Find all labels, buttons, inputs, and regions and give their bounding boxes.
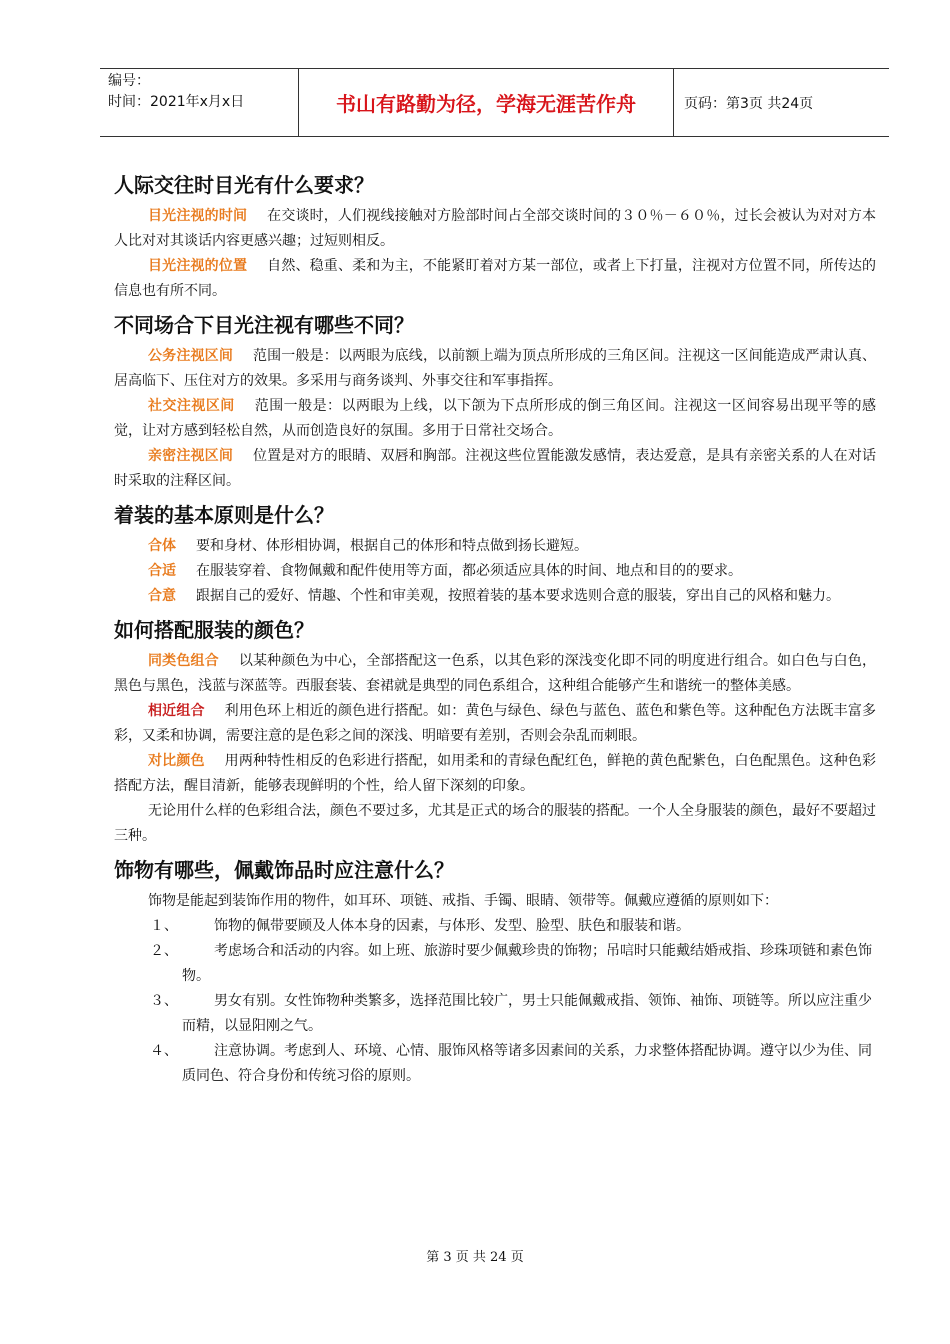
section-heading: 人际交往时目光有什么要求？	[114, 173, 374, 197]
paragraph	[114, 204, 876, 254]
list-item	[114, 1039, 876, 1089]
term-label: 同类色组合	[148, 653, 219, 669]
list-item	[114, 939, 876, 989]
term-label: 对比颜色	[148, 753, 205, 769]
document-body	[114, 170, 876, 1089]
section-heading: 不同场合下目光注视有哪些不同？	[114, 313, 414, 337]
paragraph	[114, 534, 876, 559]
list-text: 男女有别。女性饰物种类繁多，选择范围比较广，男士只能佩戴戒指、领饰、袖饰、项链等。所以应注重少而精，以显阳刚之气。	[182, 993, 872, 1034]
list-item	[114, 914, 876, 939]
list-text: 注意协调。考虑到人、环境、心情、服饰风格等诸多因素间的关系，力求整体搭配协调。遵守以少为佳、同质同色、符合身份和传统习俗的原则。	[182, 1043, 872, 1084]
term-label: 合体	[148, 538, 176, 554]
header-table	[100, 68, 889, 137]
paragraph	[114, 444, 876, 494]
header-motto: 书山有路勤为径，学海无涯苦作舟	[299, 69, 674, 136]
term-label: 亲密注视区间	[148, 448, 233, 464]
number-label: 编号：	[108, 73, 150, 89]
paragraph-text: 无论用什么样的色彩组合法，颜色不要过多，尤其是正式的场合的服装的搭配。一个人全身服装的颜色，最好不要超过三种。	[114, 803, 876, 844]
time-label: 时间：2021年x月x日	[108, 94, 245, 110]
term-label: 目光注视的时间	[148, 208, 248, 224]
term-label: 公务注视区间	[148, 348, 233, 364]
section-heading: 着装的基本原则是什么？	[114, 503, 334, 527]
list-item	[114, 989, 876, 1039]
term-label: 目光注视的位置	[148, 258, 248, 274]
paragraph	[114, 699, 876, 749]
term-label: 合意	[148, 588, 176, 604]
paragraph-text: 在服装穿着、食物佩戴和配件使用等方面，都必须适应具体的时间、地点和目的的要求。	[196, 563, 742, 579]
paragraph-text: 在交谈时，人们视线接触对方脸部时间占全部交谈时间的３０％－６０％，过长会被认为对对方本人比对对其谈话内容更感兴趣；过短则相反。	[114, 208, 877, 249]
paragraph-text: 范围一般是：以两眼为底线，以前额上端为顶点所形成的三角区间。注视这一区间能造成严肃认真、居高临下、压住对方的效果。多采用与商务谈判、外事交往和军事指挥。	[114, 348, 877, 389]
paragraph-text: 利用色环上相近的颜色进行搭配。如：黄色与绿色、绿色与蓝色、蓝色和紫色等。这种配色方法既丰富多彩，又柔和协调，需要注意的是色彩之间的深浅、明暗要有差别，否则会杂乱而刺眼。	[114, 703, 877, 744]
paragraph-text: 跟据自己的爱好、情趣、个性和审美观，按照着装的基本要求选则合意的服装，穿出自己的风格和魅力。	[196, 588, 840, 604]
list-number: １、	[150, 918, 178, 934]
paragraph	[114, 749, 876, 799]
paragraph	[114, 649, 876, 699]
paragraph-text: 饰物是能起到装饰作用的物件，如耳环、项链、戒指、手镯、眼睛、领带等。佩戴应遵循的原则如下：	[148, 893, 778, 909]
section-heading: 饰物有哪些，佩戴饰品时应注意什么？	[114, 858, 454, 882]
paragraph-text: 要和身材、体形相协调，根据自己的体形和特点做到扬长避短。	[196, 538, 588, 554]
list-number: ２、	[150, 943, 178, 959]
paragraph	[114, 559, 876, 584]
paragraph-text: 位置是对方的眼睛、双唇和胸部。注视这些位置能激发感情，表达爱意，是具有亲密关系的人在对话时采取的注释区间。	[114, 448, 877, 489]
paragraph	[114, 254, 876, 304]
section-heading: 如何搭配服装的颜色？	[114, 618, 314, 642]
section	[114, 855, 876, 1089]
section	[114, 500, 876, 609]
term-label: 合适	[148, 563, 176, 579]
paragraph-text: 自然、稳重、柔和为主，不能紧盯着对方某一部位，或者上下打量，注视对方位置不同，所传达的信息也有所不同。	[114, 258, 877, 299]
list-text: 饰物的佩带要顾及人体本身的因素，与体形、发型、脸型、肤色和服装和谐。	[214, 918, 690, 934]
paragraph	[114, 799, 876, 849]
header-meta	[100, 69, 299, 136]
section	[114, 170, 876, 304]
page-footer: 第 3 页 共 24 页	[426, 1250, 524, 1265]
paragraph-text: 用两种特性相反的色彩进行搭配，如用柔和的青绿色配红色，鲜艳的黄色配紫色，白色配黑色。这种色彩搭配方法，醒目清新，能够表现鲜明的个性，给人留下深刻的印象。	[114, 753, 877, 794]
paragraph-text: 范围一般是：以两眼为上线，以下颌为下点所形成的倒三角区间。注视这一区间容易出现平等的感觉，让对方感到轻松自然，从而创造良好的氛围。多用于日常社交场合。	[114, 398, 876, 439]
term-label: 相近组合	[148, 703, 205, 719]
list-number: ３、	[150, 993, 178, 1009]
section	[114, 615, 876, 849]
list-number: ４、	[150, 1043, 178, 1059]
paragraph	[114, 889, 876, 914]
paragraph	[114, 394, 876, 444]
list-text: 考虑场合和活动的内容。如上班、旅游时要少佩戴珍贵的饰物；吊唁时只能戴结婚戒指、珍珠项链和素色饰物。	[182, 943, 872, 984]
term-label: 社交注视区间	[148, 398, 235, 414]
paragraph-text: 以某种颜色为中心，全部搭配这一色系，以其色彩的深浅变化即不同的明度进行组合。如白色与白色，黑色与黑色，浅蓝与深蓝等。西服套装、套裙就是典型的同色系组合，这种组合能够产生和谐统一的整体美感。	[114, 653, 877, 694]
header-page-info: 页码：第3页 共24页	[684, 95, 814, 112]
section	[114, 310, 876, 494]
paragraph	[114, 344, 876, 394]
paragraph	[114, 584, 876, 609]
